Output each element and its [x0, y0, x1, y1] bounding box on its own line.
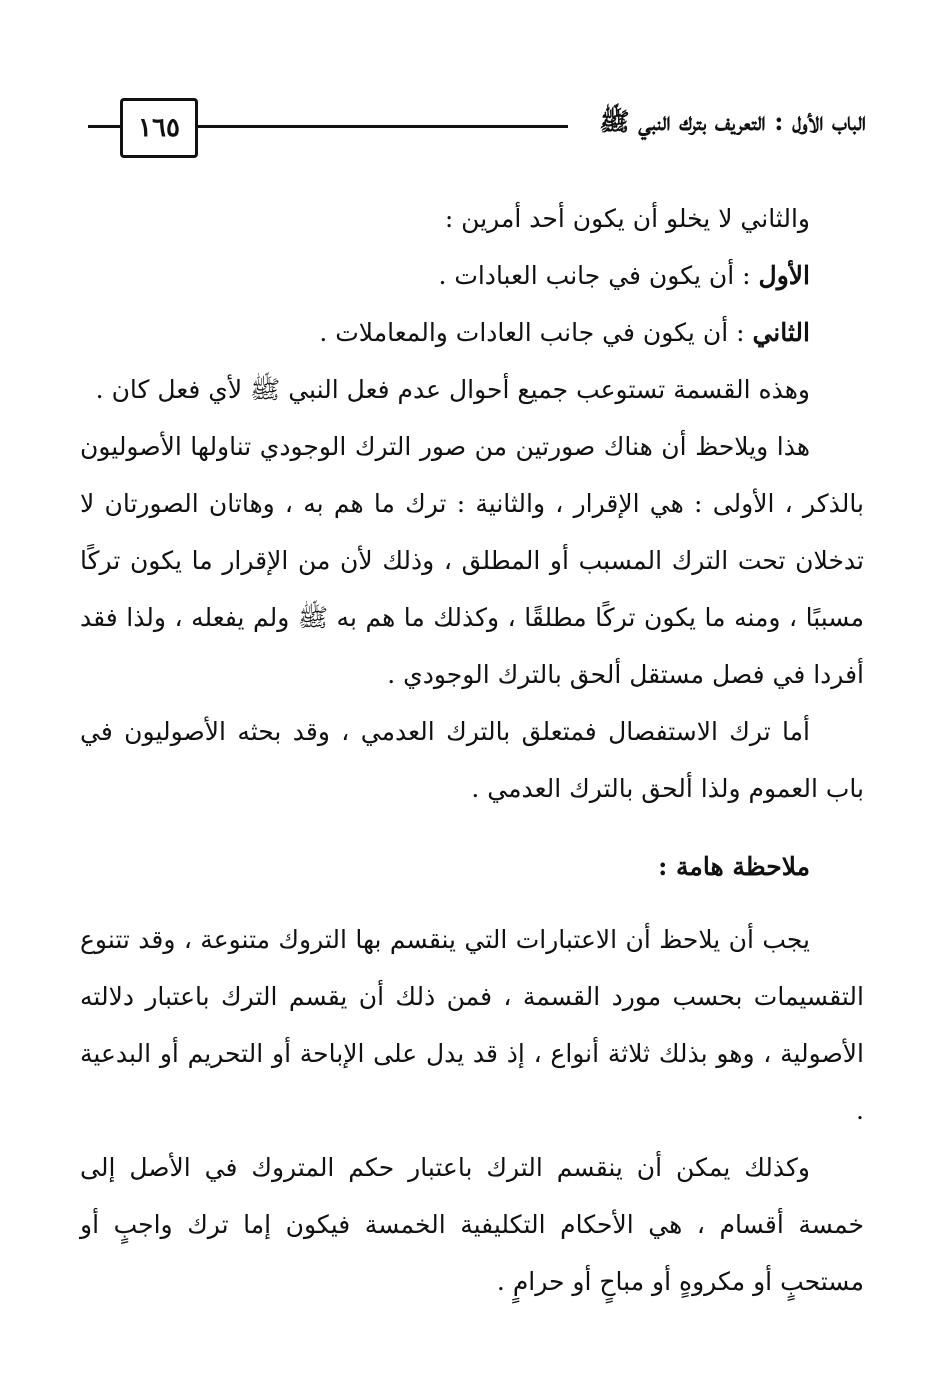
paragraph-2-text: : أن يكون في جانب العبادات .: [438, 261, 759, 290]
header-rule-left: [88, 125, 120, 128]
paragraph-4: وهذه القسمة تستوعب جميع أحوال عدم فعل النبي ﷺ لأي فعل كان .: [95, 375, 810, 404]
paragraph-3: [80, 304, 864, 361]
paragraph-1: والثاني لا يخلو أن يكون أحد أمرين :: [444, 204, 810, 233]
page-number: ١٦٥: [120, 98, 198, 158]
paragraph-7: يجب أن يلاحظ أن الاعتبارات التي ينقسم بها التروك متنوعة ، وقد تتنوع التقسيمات بحسب مورد القسمة ، فمن ذلك أن يقسم الترك باعتبار دلالته الأصولية ، وهو بذلك ثلاثة أنواع ، إذ قد يدل على الإباحة أو التحريم أو البدعية .: [80, 925, 864, 1125]
paragraph-3-lead: الثاني: [752, 318, 810, 347]
paragraph-2: [80, 247, 864, 304]
page-header: [88, 92, 866, 162]
paragraph-2-lead: الأول: [758, 261, 810, 290]
chapter-title: الباب الأول : التعريف بترك النبي ﷺ: [599, 107, 866, 136]
note-heading: ملاحظة هامة :: [658, 852, 810, 881]
paragraph-5: هذا ويلاحظ أن هناك صورتين من صور الترك الوجودي تناولها الأصوليون بالذكر ، الأولى : هي الإقرار ، والثانية : ترك ما هم به ، وهاتان الصورتان لا تدخلان تحت الترك المسبب أو المطلق ، وذلك لأن من الإقرار ما يكون تركًا مسببًا ، ومنه ما يكون تركًا مطلقًا ، وكذلك ما هم به ﷺ ولم يفعله ، ولذا فقد أفردا في فصل مستقل ألحق بالترك الوجودي .: [80, 432, 864, 689]
paragraph-8: وكذلك يمكن أن ينقسم الترك باعتبار حكم المتروك في الأصل إلى خمسة أقسام ، هي الأحكام التكليفية الخمسة فيكون إما ترك واجبٍ أو مستحبٍ أو مكروهٍ أو مباحٍ أو حرامٍ .: [80, 1153, 864, 1296]
paragraph-6: أما ترك الاستفصال فمتعلق بالترك العدمي ، وقد بحثه الأصوليون في باب العموم ولذا ألحق بالترك العدمي .: [80, 717, 864, 803]
page-body: [80, 190, 864, 1310]
paragraph-3-text: : أن يكون في جانب العادات والمعاملات .: [319, 318, 753, 347]
header-rule-middle: [198, 125, 568, 128]
